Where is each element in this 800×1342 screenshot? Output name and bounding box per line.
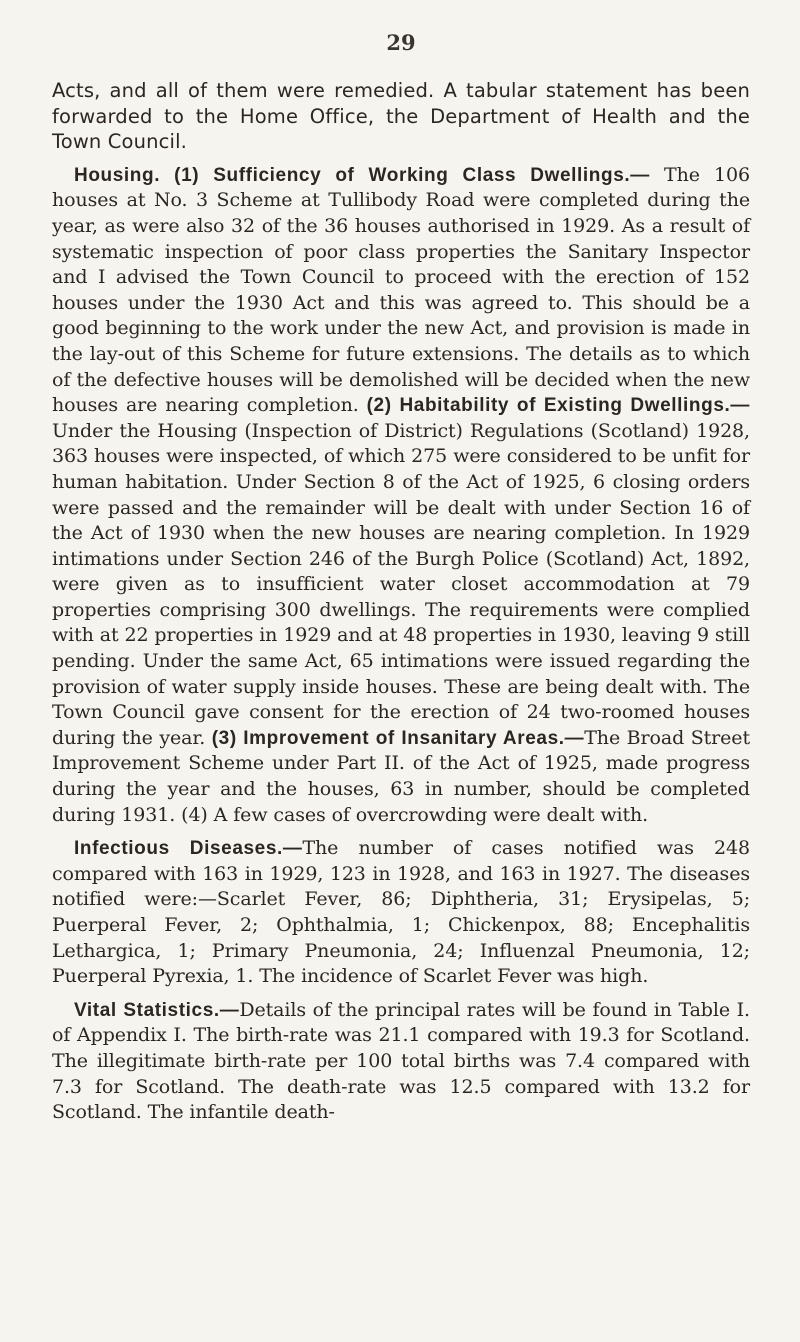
paragraph-text: Details of the principal rates will be found in Table I. of Appendix I. The birth-rate was 21.1 compared with 19.3 for Scotland. The illegitimate birth-rate per 100 total births was 7.4 compared with 7.3 for Scotland. The death-rate was 12.5 compared with 13.2 for Scotland. The infantile death- [52,998,750,1124]
paragraph-text: Under the Housing (Inspection of District) Regulations (Scotland) 1928, 363 houses were inspected, of which 275 were considered to be unfit for human habitation. Under Section 8 of the Act of 1925, 6 closing orders were passed and the remainder will be dealt with under Section 16 of the Act of 1930 when the new houses are nearing completion. In 1929 intimations under Section 246 of the Burgh Police (Scotland) Act, 1892, were given as to insufficient water closet accommodation at 79 properties comprising 300 dwellings. The requirements were complied with at 22 properties in 1929 and at 48 properties in 1930, leaving 9 still pending. Under the same Act, 65 intimations were issued regarding the provision of water supply inside houses. These are being dealt with. The Town Council gave consent for the erection of 24 two-roomed houses during the year. [52,419,750,749]
section-heading-vital-statistics: Vital Statistics.— [74,999,240,1021]
paragraph-vital-statistics [52,998,750,1126]
paragraph-text: The 106 houses at No. 3 Scheme at Tullibody Road were completed during the year, as were also 32 of the 36 houses authorised in 1929. As a result of systematic inspection of poor class properties the Sanitary Inspector and I advised the Town Council to proceed with the erection of 152 houses under the 1930 Act and this was agreed to. This should be a good beginning to the work under the new Act, and provision is made in the lay-out of this Scheme for future extensions. The details as to which of the defective houses will be demolished will be decided when the new houses are nearing completion. [52,163,750,417]
section-heading-insanitary-areas: (3) Improvement of Insanitary Areas.— [211,727,585,749]
section-heading-housing: Housing. (1) Sufficiency of Working Class Dwellings.— [74,164,650,186]
page-number: 29 [386,30,416,55]
section-heading-infectious-diseases: Infectious Diseases.— [74,838,303,860]
paragraph-text: Acts, and all of them were remedied. A tabular statement has been forwarded to the Home Office, the Department of Health and the Town Council. [52,79,750,154]
paragraph-text: The Broad Street Improvement Scheme under Part II. of the Act of 1925, made progress during the year and the houses, 63 in number, should be completed during 1931. (4) A few cases of overcrowding were dealt with. [52,726,750,826]
paragraph-housing [52,163,750,828]
paragraph-infectious-diseases [52,836,750,990]
section-heading-habitability: (2) Habitability of Existing Dwellings.— [366,395,750,417]
paragraph-closing-acts [52,78,750,155]
paragraph-text: The number of cases notified was 248 compared with 163 in 1929, 123 in 1928, and 163 in 1927. The diseases notified were:—Scarlet Fever, 86; Diphtheria, 31; Erysipelas, 5; Puerperal Fever, 2; Ophthalmia, 1; Chickenpox, 88; Encephalitis Lethargica, 1; Primary Pneumonia, 24; Influenzal Pneumonia, 12; Puerperal Pyrexia, 1. The incidence of Scarlet Fever was high. [52,837,750,988]
